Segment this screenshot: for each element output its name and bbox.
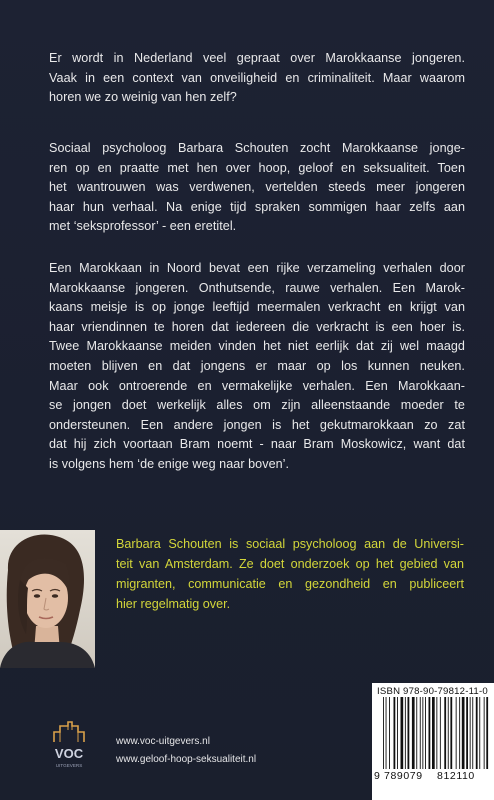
- bio-line: hier regelmatig over.: [116, 597, 231, 611]
- barcode-bar: [416, 697, 417, 769]
- text-line: haar vriendinnen te horen dat iedereen die verkracht is een hoer is.: [49, 319, 465, 334]
- barcode-bar: [444, 697, 446, 769]
- barcode-bar: [436, 697, 437, 769]
- text-line: Er wordt in Nederland veel gepraat over Marokkaanse jongeren.: [49, 51, 465, 65]
- barcode-bar: [432, 697, 435, 769]
- text-line: Maar ook ontroerende en vermakelijke verhalen. Een Marokkaan-: [49, 378, 465, 393]
- text-line: met ‘seksprofessor’ - een eretitel.: [49, 219, 237, 234]
- barcode-bar: [405, 697, 406, 769]
- intro-paragraph: [49, 49, 465, 108]
- barcode-bar: [456, 697, 457, 769]
- barcode-bar: [450, 697, 452, 769]
- text-line: ren op en praatte met hen over hoop, geloof en seksualiteit. Toen: [49, 160, 465, 175]
- text-line: kaans meisje is op jonge leeftijd meermalen verkracht en krijgt van: [49, 300, 465, 315]
- bio-line: teit van Amsterdam. Ze doet onderzoek op het gebied van: [116, 557, 464, 571]
- text-line: haar hun verhaal. Na enige tijd spraken sommigen haar zelfs aan: [49, 199, 465, 214]
- author-bio: [116, 534, 464, 614]
- barcode-digits-left: 789079: [384, 770, 423, 782]
- bio-line: Barbara Schouten is sociaal psycholoog aan de Universi-: [116, 537, 464, 551]
- text-line: ondersteunen. Een andere jongen is het gekutmarokkaan zo zat: [49, 417, 465, 432]
- barcode-bar: [386, 697, 387, 769]
- author-photo: [0, 530, 95, 668]
- logo-text: VOC: [54, 746, 84, 761]
- publisher-logo: [46, 720, 92, 772]
- barcode-bar: [472, 697, 473, 769]
- text-line: Vaak in een context van onveiligheid en criminaliteit. Maar waarom: [49, 70, 465, 85]
- barcode-bar: [397, 697, 398, 769]
- publisher-links: [116, 733, 256, 769]
- barcode-bar: [422, 697, 423, 769]
- barcode-bar: [383, 697, 384, 769]
- barcode-bar: [466, 697, 468, 769]
- barcode-bar: [476, 697, 478, 769]
- text-line: horen we zo weinig van hen zelf?: [49, 90, 237, 105]
- barcode-bar: [401, 697, 404, 769]
- text-line: is volgens hem ‘de enige weg naar boven’.: [49, 456, 290, 471]
- barcode-bar: [420, 697, 421, 769]
- text-line: Marokkaanse jongeren. Onthutsende, rauwe verhalen. Een Marok-: [49, 280, 465, 295]
- text-line: Twee Marokkaanse meiden vinden het niet eerlijk dat zij wel maagd: [49, 339, 465, 354]
- text-line: se jongen doet werkelijk alles om zijn alleenstaande moeder te: [49, 398, 465, 413]
- publisher-url[interactable]: www.voc-uitgevers.nl: [116, 736, 210, 747]
- barcode-bar: [470, 697, 471, 769]
- barcode-bar: [408, 697, 410, 769]
- barcode-digit-first: 9: [374, 770, 381, 782]
- barcode: [372, 683, 494, 800]
- voc-logo-icon: [46, 720, 92, 772]
- barcode-bar: [425, 697, 426, 769]
- barcode-bar: [448, 697, 449, 769]
- barcode-bar: [479, 697, 480, 769]
- text-line: Een Marokkaan in Noord bevat een rijke verzameling verhalen door: [49, 261, 465, 275]
- barcode-bar: [412, 697, 415, 769]
- barcode-bar: [484, 697, 485, 769]
- text-line: moeten blijven en dat jongens er maar op los kunnen neuken.: [49, 358, 465, 373]
- barcode-bar: [459, 697, 460, 769]
- bio-line: migranten, communicatie en gezondheid en publiceert: [116, 577, 464, 591]
- barcode-bar: [462, 697, 465, 769]
- barcode-bar: [440, 697, 441, 769]
- isbn-label: ISBN 978-90-79812-11-0: [377, 686, 488, 697]
- author-paragraph: [49, 139, 465, 237]
- barcode-bar: [394, 697, 396, 769]
- barcode-bar: [429, 697, 431, 769]
- logo-subtext: UITGEVERS: [55, 763, 83, 768]
- barcode-bars: [372, 683, 494, 800]
- text-line: Sociaal psycholoog Barbara Schouten zocht Marokkaanse jonge-: [49, 141, 465, 155]
- barcode-bar: [389, 697, 390, 769]
- text-line: dat hij zich voortaan Bram noemt - naar Bram Moskowicz, want dat: [49, 437, 465, 452]
- text-line: het wantrouwen was verdwenen, vertelden steeds meer jongeren: [49, 180, 465, 195]
- barcode-bar: [486, 697, 488, 769]
- book-url[interactable]: www.geloof-hoop-seksualiteit.nl: [116, 754, 257, 765]
- barcode-digits-right: 812110: [437, 770, 475, 782]
- stories-paragraph: [49, 259, 465, 475]
